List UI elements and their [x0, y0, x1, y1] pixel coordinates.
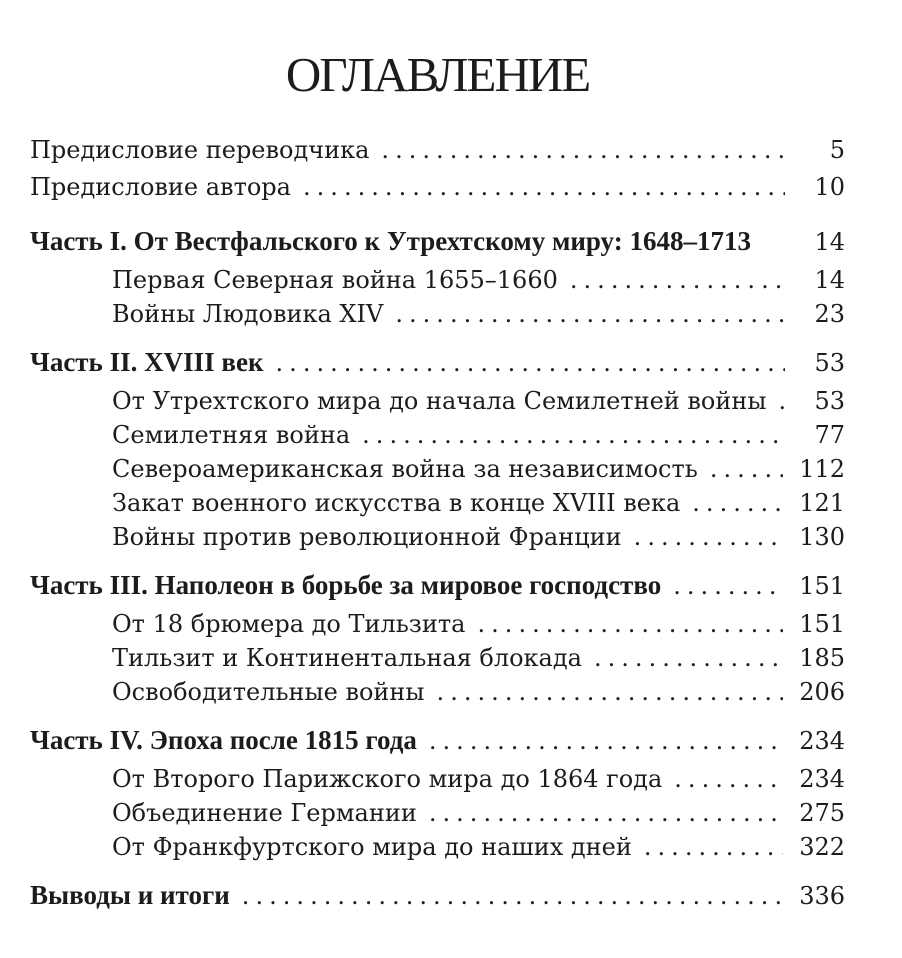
- toc-chapter-entry: [30, 263, 845, 297]
- toc-entry-title: Войны Людовика XIV . . .: [112, 300, 845, 328]
- toc-chapter-entry: [30, 486, 845, 520]
- toc-entry-page: 234: [783, 762, 845, 796]
- toc-part: [30, 224, 845, 331]
- toc-part: [30, 568, 845, 709]
- toc-entry-title: Тильзит и Континентальная блокада . . .: [112, 644, 845, 672]
- toc-entry-title: Закат военного искусства в конце XVIII века . . .: [112, 489, 845, 517]
- toc-entry-page: 10: [785, 170, 845, 204]
- toc-part-title: Часть II. XVIII век . . .: [30, 347, 845, 377]
- toc-entry-page: 53: [785, 346, 845, 380]
- toc-entry-page: 121: [783, 486, 845, 520]
- page-title: ОГЛАВЛЕНИЕ: [285, 47, 590, 102]
- toc-front-matter: [30, 133, 845, 204]
- toc-entry-title: Североамериканская война за независимость . . .: [112, 455, 845, 483]
- toc-chapter-entry: [30, 641, 845, 675]
- toc-part-heading: [30, 224, 845, 259]
- toc-entry: [30, 170, 845, 204]
- toc-entry-title: Семилетняя война . . .: [112, 421, 845, 449]
- toc-entry-page: 151: [783, 607, 845, 641]
- toc-entry-title: Войны против революционной Франции . . .: [112, 523, 845, 551]
- toc-entry-page: 14: [785, 263, 845, 297]
- toc-entry-page: 23: [785, 297, 845, 331]
- toc-part-heading: [30, 723, 845, 758]
- toc-part-heading: [30, 345, 845, 380]
- toc-part-title: Часть IV. Эпоха после 1815 года . . .: [30, 725, 845, 755]
- toc-part-title: Часть I. От Вестфальского к Утрехтскому миру: 1648–1713: [30, 226, 751, 256]
- toc-chapter-entry: [30, 297, 845, 331]
- toc-entry-page: 14: [785, 225, 845, 259]
- toc-entry-page: 112: [783, 452, 845, 486]
- toc-chapter-entry: [30, 830, 845, 864]
- toc-entry-title: От 18 брюмера до Тильзита . . .: [112, 610, 845, 638]
- toc-chapter-entry: [30, 452, 845, 486]
- toc-entry: [30, 133, 845, 167]
- toc-chapter-entry: [30, 796, 845, 830]
- toc-entry-title: Первая Северная война 1655–1660 . . .: [112, 266, 845, 294]
- toc-entry-title: От Утрехтского мира до начала Семилетней войны . . .: [112, 387, 845, 415]
- toc-part: [30, 345, 845, 554]
- toc-part-title: Часть III. Наполеон в борьбе за мировое господство . . .: [30, 570, 845, 600]
- toc-entry-page: 275: [783, 796, 845, 830]
- toc-entry-page: 151: [783, 569, 845, 603]
- toc-entry-page: 130: [783, 520, 845, 554]
- toc-entry-page: 77: [785, 418, 845, 452]
- toc-part-heading: [30, 878, 845, 913]
- toc-chapter-entry: [30, 607, 845, 641]
- toc-part-heading: [30, 568, 845, 603]
- toc-entry-title: Предисловие автора . . .: [30, 173, 845, 201]
- toc-part-title: Выводы и итоги . . .: [30, 880, 845, 910]
- toc-entry-page: 234: [783, 724, 845, 758]
- toc-entry-title: Предисловие переводчика . . .: [30, 136, 845, 164]
- toc-entry-page: 322: [783, 830, 845, 864]
- toc-entry-title: От Второго Парижского мира до 1864 года . . .: [112, 765, 845, 793]
- toc-entry-title: Освободительные войны . . .: [112, 678, 845, 706]
- toc-chapter-entry: [30, 384, 845, 418]
- toc-entry-page: 336: [783, 879, 845, 913]
- toc-part: [30, 723, 845, 864]
- toc-chapter-entry: [30, 520, 845, 554]
- toc-closing: [30, 878, 845, 913]
- toc-entry-page: 5: [785, 133, 845, 167]
- toc-entry-page: 53: [785, 384, 845, 418]
- toc-entry-page: 185: [783, 641, 845, 675]
- toc-chapter-entry: [30, 418, 845, 452]
- toc-chapter-entry: [30, 762, 845, 796]
- toc-chapter-entry: [30, 675, 845, 709]
- toc-entry-title: От Франкфуртского мира до наших дней . . .: [112, 833, 845, 861]
- toc-entry-title: Объединение Германии . . .: [112, 799, 845, 827]
- toc-entry-page: 206: [783, 675, 845, 709]
